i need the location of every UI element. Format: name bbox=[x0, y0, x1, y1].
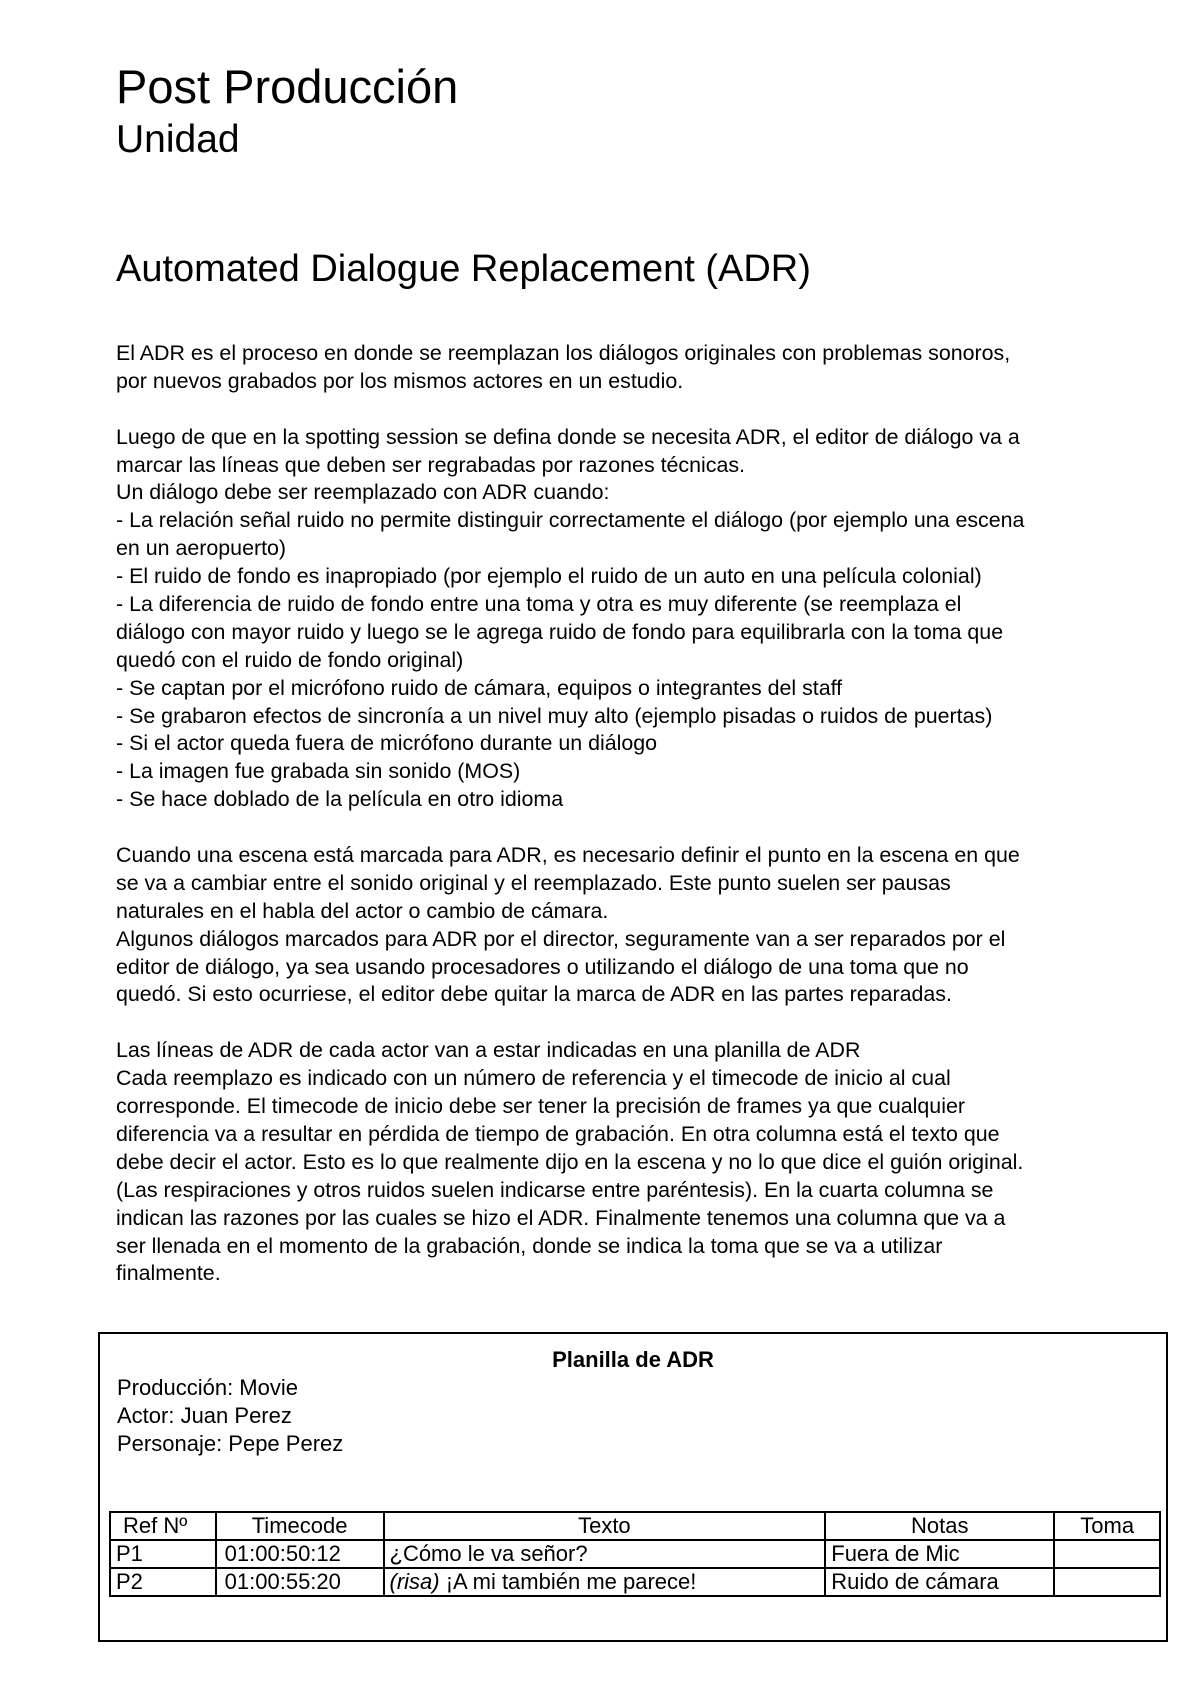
column-header-ref: Ref Nº bbox=[110, 1512, 216, 1540]
body-line: se va a cambiar entre el sonido original y el reemplazado. Este punto suelen ser pausas bbox=[116, 870, 951, 895]
body-line: - La relación señal ruido no permite distinguir correctamente el diálogo (por ejemplo una escena bbox=[116, 508, 1025, 533]
column-header-text: Texto bbox=[384, 1512, 826, 1540]
body-line: - La imagen fue grabada sin sonido (MOS) bbox=[116, 759, 521, 784]
body-line: indican las razones por las cuales se hizo el ADR. Finalmente tenemos una columna que va a bbox=[116, 1205, 1006, 1230]
body-line: por nuevos grabados por los mismos actores en un estudio. bbox=[116, 368, 684, 393]
paragraph-gap bbox=[116, 1009, 1176, 1037]
body-line: quedó con el ruido de fondo original) bbox=[116, 647, 464, 672]
table-header-row bbox=[110, 1512, 1160, 1540]
cell-text bbox=[384, 1540, 826, 1568]
body-line: en un aeropuerto) bbox=[116, 536, 287, 561]
form-title: Planilla de ADR bbox=[552, 1347, 714, 1372]
cell-timecode: 01:00:50:12 bbox=[216, 1540, 384, 1568]
page-title: Post Producción bbox=[116, 60, 459, 113]
cell-text-value: ¡A mi también me parece! bbox=[439, 1569, 697, 1594]
cell-take[interactable] bbox=[1054, 1540, 1160, 1568]
character-field: Personaje: Pepe Perez bbox=[117, 1431, 344, 1456]
body-line: - Se hace doblado de la película en otro idioma bbox=[116, 787, 564, 812]
body-line: Un diálogo debe ser reemplazado con ADR cuando: bbox=[116, 480, 610, 505]
cell-ref: P2 bbox=[110, 1568, 216, 1596]
table-row bbox=[110, 1540, 1160, 1568]
body-line: - La diferencia de ruido de fondo entre una toma y otra es muy diferente (se reemplaza el bbox=[116, 592, 962, 617]
body-line: marcar las líneas que deben ser regrabadas por razones técnicas. bbox=[116, 452, 745, 477]
body-line: quedó. Si esto ocurriese, el editor debe quitar la marca de ADR en las partes reparadas. bbox=[116, 982, 952, 1007]
body-line: - Se captan por el micrófono ruido de cámara, equipos o integrantes del staff bbox=[116, 675, 843, 700]
column-header-take: Toma bbox=[1054, 1512, 1160, 1540]
body-line: Cada reemplazo es indicado con un número de referencia y el timecode de inicio al cual bbox=[116, 1066, 951, 1091]
body-line: corresponde. El timecode de inicio debe ser tener la precisión de frames ya que cualquier bbox=[116, 1094, 965, 1119]
body-line: - Si el actor queda fuera de micrófono durante un diálogo bbox=[116, 731, 658, 756]
cell-notes: Ruido de cámara bbox=[825, 1568, 1054, 1596]
body-line: diálogo con mayor ruido y luego se le agrega ruido de fondo para equilibrarla con la toma que bbox=[116, 619, 1004, 644]
form-meta bbox=[117, 1374, 343, 1458]
body-line: - El ruido de fondo es inapropiado (por ejemplo el ruido de un auto en una película colonial) bbox=[116, 564, 982, 589]
actor-field: Actor: Juan Perez bbox=[117, 1403, 292, 1428]
body-line: - Se grabaron efectos de sincronía a un nivel muy alto (ejemplo pisadas o ruidos de puertas) bbox=[116, 703, 993, 728]
body-line: naturales en el habla del actor o cambio de cámara. bbox=[116, 898, 609, 923]
paragraph-gap bbox=[116, 396, 1176, 424]
cell-take[interactable] bbox=[1054, 1568, 1160, 1596]
body-line: Luego de que en la spotting session se defina donde se necesita ADR, el editor de diálogo va a bbox=[116, 424, 1020, 449]
cell-notes: Fuera de Mic bbox=[825, 1540, 1054, 1568]
cell-ref: P1 bbox=[110, 1540, 216, 1568]
body-text bbox=[116, 340, 1176, 1288]
cell-text-italic: (risa) bbox=[389, 1569, 440, 1594]
adr-table bbox=[109, 1511, 1161, 1597]
body-line: Las líneas de ADR de cada actor van a estar indicadas en una planilla de ADR bbox=[116, 1038, 861, 1063]
section-title: Automated Dialogue Replacement (ADR) bbox=[116, 248, 811, 290]
cell-text-value: ¿Cómo le va señor? bbox=[389, 1541, 588, 1566]
body-line: debe decir el actor. Esto es lo que realmente dijo en la escena y no lo que dice el guión original. bbox=[116, 1149, 1024, 1174]
body-line: Cuando una escena está marcada para ADR, es necesario definir el punto en la escena en que bbox=[116, 843, 1020, 868]
production-field: Producción: Movie bbox=[117, 1375, 298, 1400]
page-subtitle: Unidad bbox=[116, 118, 240, 161]
body-line: diferencia va a resultar en pérdida de tiempo de grabación. En otra columna está el texto que bbox=[116, 1121, 1000, 1146]
adr-form bbox=[98, 1332, 1168, 1642]
cell-text bbox=[384, 1568, 826, 1596]
body-line: Algunos diálogos marcados para ADR por el director, seguramente van a ser reparados por el bbox=[116, 926, 1006, 951]
body-line: ser llenada en el momento de la grabación, donde se indica la toma que se va a utilizar bbox=[116, 1233, 943, 1258]
body-line: finalmente. bbox=[116, 1261, 221, 1286]
body-line: El ADR es el proceso en donde se reemplazan los diálogos originales con problemas sonoros, bbox=[116, 341, 1011, 365]
body-line: (Las respiraciones y otros ruidos suelen indicarse entre paréntesis). En la cuarta columna se bbox=[116, 1177, 994, 1202]
column-header-notes: Notas bbox=[825, 1512, 1054, 1540]
body-line: editor de diálogo, ya sea usando procesadores o utilizando el diálogo de una toma que no bbox=[116, 954, 969, 979]
table-row bbox=[110, 1568, 1160, 1596]
column-header-timecode: Timecode bbox=[216, 1512, 384, 1540]
paragraph-gap bbox=[116, 814, 1176, 842]
cell-timecode: 01:00:55:20 bbox=[216, 1568, 384, 1596]
